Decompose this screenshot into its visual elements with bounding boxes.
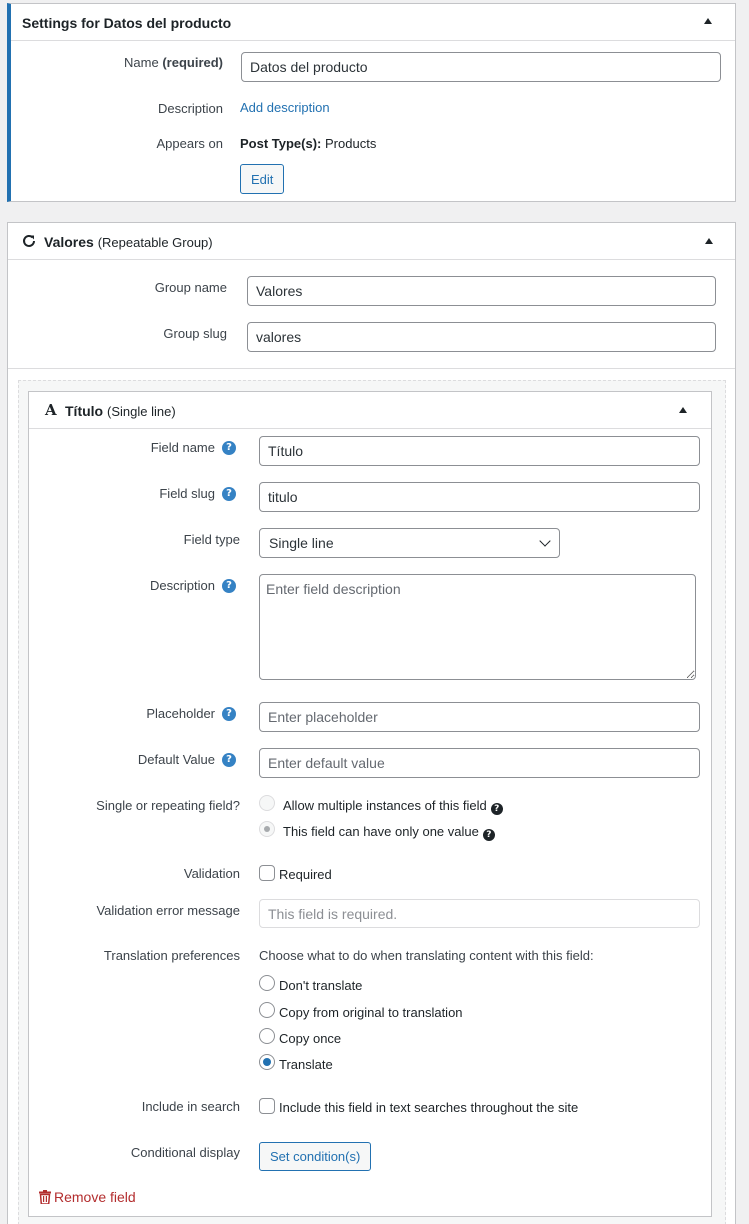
appears-on-value: Post Type(s): Products — [240, 136, 377, 151]
repeat-option-multiple-label: Allow multiple instances of this field ? — [283, 798, 503, 815]
field-panel-header[interactable] — [29, 392, 711, 429]
appears-on-label: Appears on — [156, 136, 223, 151]
field-description-label: Description — [149, 578, 215, 593]
field-slug-input[interactable] — [259, 482, 700, 512]
field-name-input[interactable] — [259, 436, 700, 466]
name-input[interactable] — [241, 52, 721, 82]
default-value-label: Default Value — [137, 752, 215, 767]
translation-option-translate[interactable] — [259, 1054, 275, 1070]
translation-option-label: Copy from original to translation — [279, 1005, 463, 1020]
help-icon[interactable]: ? — [222, 487, 236, 501]
settings-panel — [7, 3, 736, 202]
group-panel-header[interactable] — [8, 223, 735, 260]
field-description-textarea[interactable] — [259, 574, 696, 680]
collapse-toggle-icon[interactable] — [679, 407, 687, 413]
field-type-select[interactable]: Single line — [259, 528, 560, 558]
text-field-icon: A — [45, 401, 57, 419]
translation-option-dont-translate[interactable] — [259, 975, 275, 991]
repeat-option-single-radio[interactable] — [259, 821, 275, 837]
translation-option-label: Translate — [279, 1057, 333, 1072]
repeat-label: Single or repeating field? — [96, 798, 240, 813]
translation-option-label: Copy once — [279, 1031, 342, 1046]
question-icon[interactable]: ? — [483, 829, 495, 841]
add-description-link[interactable]: Add description — [240, 100, 330, 115]
include-search-checkbox[interactable] — [259, 1098, 275, 1114]
group-slug-input[interactable] — [247, 322, 716, 352]
chevron-down-icon — [539, 535, 550, 546]
translation-option-copy[interactable] — [259, 1002, 275, 1018]
field-name-label: Field name — [150, 440, 215, 455]
refresh-icon — [22, 234, 36, 251]
trash-icon — [39, 1190, 51, 1207]
settings-panel-header[interactable] — [11, 4, 735, 41]
help-icon[interactable]: ? — [222, 707, 236, 721]
placeholder-label: Placeholder — [146, 706, 215, 721]
field-panel-title: Título (Single line) — [65, 403, 176, 419]
translation-option-copy-once[interactable] — [259, 1028, 275, 1044]
repeat-option-single-label: This field can have only one value ? — [283, 824, 495, 841]
collapse-toggle-icon[interactable] — [705, 238, 713, 244]
required-checkbox[interactable] — [259, 865, 275, 881]
group-divider — [8, 368, 735, 369]
description-label: Description — [157, 101, 223, 116]
collapse-toggle-icon[interactable] — [704, 18, 712, 24]
edit-button[interactable]: Edit — [240, 164, 284, 194]
validation-error-input[interactable] — [259, 899, 700, 928]
required-checkbox-label: Required — [279, 867, 332, 882]
group-name-label: Group name — [154, 280, 227, 295]
include-search-label: Include in search — [141, 1099, 240, 1114]
help-icon[interactable]: ? — [222, 579, 236, 593]
group-slug-label: Group slug — [163, 326, 227, 341]
set-conditions-button[interactable]: Set condition(s) — [259, 1142, 371, 1171]
settings-panel-title: Settings for Datos del producto — [22, 15, 232, 31]
placeholder-input[interactable] — [259, 702, 700, 732]
field-type-label: Field type — [183, 532, 240, 547]
repeat-option-multiple-radio[interactable] — [259, 795, 275, 811]
default-value-input[interactable] — [259, 748, 700, 778]
remove-field-link[interactable]: Remove field — [39, 1189, 136, 1207]
help-icon[interactable]: ? — [222, 441, 236, 455]
translation-intro: Choose what to do when translating content with this field: — [259, 948, 594, 963]
name-label: Name (required) — [124, 55, 223, 70]
validation-label: Validation — [183, 866, 240, 881]
validation-error-label: Validation error message — [96, 903, 240, 918]
field-slug-label: Field slug — [159, 486, 215, 501]
group-name-input[interactable] — [247, 276, 716, 306]
help-icon[interactable]: ? — [222, 753, 236, 767]
include-search-checkbox-label: Include this field in text searches throughout the site — [279, 1100, 579, 1115]
group-panel — [7, 222, 736, 1224]
question-icon[interactable]: ? — [491, 803, 503, 815]
translation-label: Translation preferences — [103, 948, 240, 963]
conditional-display-label: Conditional display — [130, 1145, 240, 1160]
translation-option-label: Don't translate — [279, 978, 363, 993]
group-panel-title: Valores (Repeatable Group) — [44, 234, 213, 250]
field-panel — [28, 391, 712, 1217]
